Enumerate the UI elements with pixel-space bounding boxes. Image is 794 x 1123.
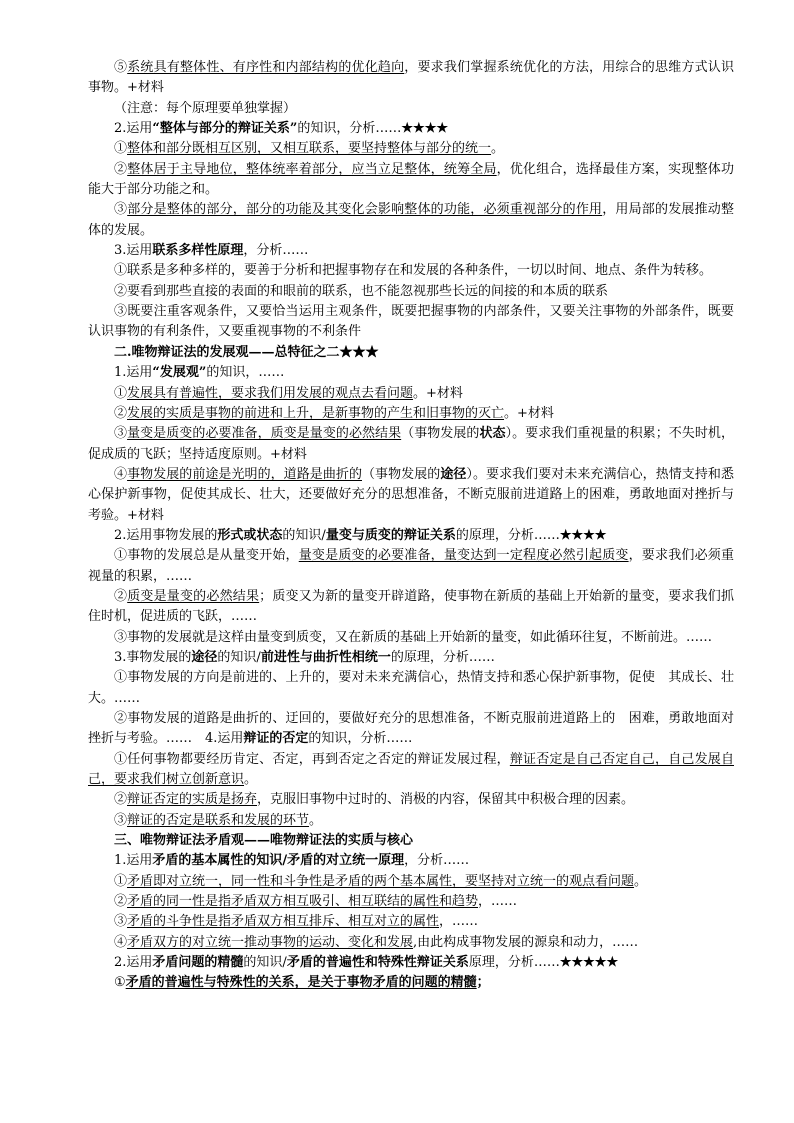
list-item: ①发展具有普遍性，要求我们用发展的观点去看问题。+材料 (114, 385, 463, 401)
list-item: ③矛盾的斗争性是指矛盾双方相互排斥、相互对立的属性，…… (114, 914, 479, 930)
list-item: ①事物的发展总是从量变开始，量变是质变的必要准备，量变达到一定程度必然引起质变，要求我们必须重视量的积累，…… (88, 548, 734, 584)
list-item: ①事物发展的方向是前进的、上升的，要对未来充满信心，热情支持和悉心保护新事物，促使 其成长、壮大。…… (88, 670, 734, 706)
list-item: ②矛盾的同一性是指矛盾双方相互吸引、相互联结的属性和趋势，…… (114, 894, 518, 910)
list-item: ②辩证否定的实质是扬弃，克服旧事物中过时的、消极的内容，保留其中积极合理的因素。 (114, 792, 635, 808)
list-item: ④事物发展的前途是光明的，道路是曲折的（事物发展的途径）。要求我们要对未来充满信心，热情支持和悉心保护新事物，促使其成长、壮大，还要做好充分的思想准备，不断克服前进道路上的困难，勇敢地面对挫折与考验。+材料 (88, 466, 734, 523)
list-item: ③既要注重客观条件，又要恰当运用主观条件，既要把握事物的内部条件，又要关注事物的外部条件，既要认识事物的有利条件，又要重视事物的不利条件 (88, 304, 734, 340)
list-item: ③事物的发展就是这样由量变到质变，又在新质的基础上开始新的量变，如此循环往复，不断前进。…… (114, 629, 713, 645)
list-item: ①任何事物都要经历肯定、否定，再到否定之否定的辩证发展过程，辩证否定是自己否定自己，自己发展自己，要求我们树立创新意识。 (88, 751, 734, 788)
list-item: ①整体和部分既相互区别，又相互联系，要坚持整体与部分的统一。 (114, 141, 505, 157)
list-item: ③部分是整体的部分，部分的功能及其变化会影响整体的功能，必须重视部分的作用，用局部的发展推动整体的发展。 (88, 202, 734, 238)
star-rating: ★★★★ (401, 121, 449, 137)
heading-quantity-quality: 2.运用事物发展的形式或状态的知识/量变与质变的辩证关系的原理，分析……★★★★ (114, 527, 607, 543)
heading-whole-part: 2.运用“整体与部分的辩证关系”的知识，分析……★★★★ (114, 121, 449, 137)
star-rating: ★★★★ (559, 527, 607, 543)
heading-connection-diversity: 3.运用联系多样性原理，分析…… (114, 243, 309, 259)
paragraph-system-optimization: ⑤系统具有整体性、有序性和内部结构的优化趋向，要求我们掌握系统优化的方法，用综合的思维方式认识事物。+材料 (88, 60, 734, 96)
heading-development-path: 3.事物发展的途径的知识/前进性与曲折性相统一的原理，分析…… (114, 649, 495, 665)
list-item: ①联系是多种多样的，要善于分析和把握事物存在和发展的各种条件，一切以时间、地点、条件为转移。 (114, 263, 713, 279)
list-item: ②事物发展的道路是曲折的、迂回的，要做好充分的思想准备，不断克服前进道路上的 困难，勇敢地面对挫折与考验。…… 4.运用辩证的否定的知识，分析…… (88, 711, 734, 747)
list-item: ①矛盾即对立统一，同一性和斗争性是矛盾的两个基本属性，要坚持对立统一的观点看问题。 (114, 873, 648, 889)
heading-contradiction-attributes: 1.运用矛盾的基本属性的知识/矛盾的对立统一原理，分析…… (114, 853, 470, 869)
list-item: ③辩证的否定是联系和发展的环节。 (114, 812, 323, 828)
list-item: ②整体居于主导地位，整体统率着部分，应当立足整体，统筹全局，优化组合，选择最佳方案，实现整体功能大于部分功能之和。 (88, 161, 734, 198)
list-item: ②质变是量变的必然结果；质变又为新的量变开辟道路，使事物在新质的基础上开始新的量变，要求我们抓住时机，促进质的飞跃，…… (88, 588, 734, 625)
section-heading-contradiction: 三、唯物辩证法矛盾观——唯物辩证法的实质与核心 (114, 833, 414, 849)
document-body (88, 58, 734, 994)
list-item: ①矛盾的普遍性与特殊性的关系，是关于事物矛盾的问题的精髓； (114, 975, 490, 991)
list-item: ②发展的实质是事物的前进和上升，是新事物的产生和旧事物的灭亡。+材料 (114, 405, 554, 421)
list-item: ④矛盾双方的对立统一推动事物的运动、变化和发展,由此构成事物发展的源泉和动力，…… (114, 934, 639, 950)
list-item: ②要看到那些直接的表面的和眼前的联系，也不能忽视那些长远的间接的和本质的联系 (114, 283, 609, 299)
star-rating: ★★★★★ (559, 955, 619, 971)
note-line: （注意：每个原理要单独掌握） (114, 100, 297, 116)
heading-development-view: 1.运用“发展观”的知识，…… (114, 365, 285, 381)
heading-contradiction-essence: 2.运用矛盾问题的精髓的知识/矛盾的普遍性和特殊性辩证关系原理，分析……★★★★★ (114, 955, 619, 971)
list-item: ③量变是质变的必要准备，质变是量变的必然结果（事物发展的状态）。要求我们重视量的积累；不失时机，促成质的飞跃；坚持适度原则。+材料 (88, 426, 734, 462)
section-heading-development: 二.唯物辩证法的发展观——总特征之二★★★ (114, 344, 379, 360)
